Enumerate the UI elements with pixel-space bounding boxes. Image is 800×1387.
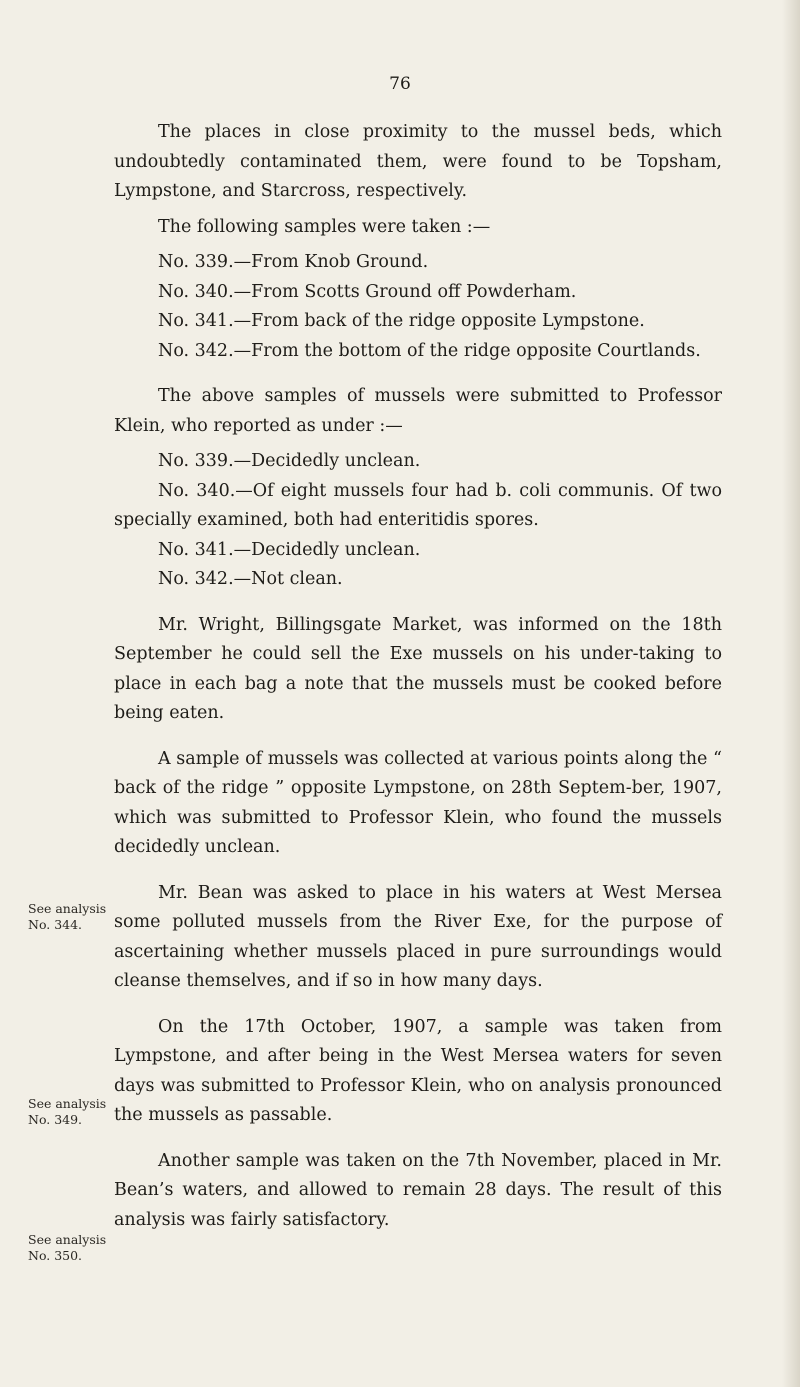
paragraph-5: A sample of mussels was collected at various points along the “ back of the ridge ” opposite Lympstone, on 28th Septem-ber, 1907, which was submitted to Professor Klein, who found the mussels decidedly unclean. [114,748,722,857]
paragraph-2: The following samples were taken :— [158,216,491,237]
paragraph-6: Mr. Bean was asked to place in his waters at West Mersea some polluted mussels from the River Exe, for the purpose of ascertaining whether mussels placed in pure surroundings would cleanse themselves, and if so in how many days. [114,882,722,991]
sidenote-analysis-344: See analysis No. 344. [28,901,107,932]
sample-item: No. 339.—From Knob Ground. [158,252,429,272]
paragraph-3: The above samples of mussels were submitted to Professor Klein, who reported as under :— [114,386,722,436]
sidenote-analysis-350: See analysis No. 350. [28,1232,107,1263]
result-item: No. 342.—Not clean. [158,569,343,589]
sample-item: No. 340.—From Scotts Ground off Powderham. [158,281,577,302]
paragraph-1: The places in close proximity to the mussel beds, which undoubtedly contaminated them, were found to be Topsham, Lympstone, and Starcross, respectively. [114,122,722,201]
result-item: No. 340.—Of eight mussels four had b. coli communis. Of two specially examined, both had enteritidis spores. [114,480,722,530]
paragraph-7: On the 17th October, 1907, a sample was taken from Lympstone, and after being in the West Mersea waters for seven days was submitted to Professor Klein, who on analysis pronounced the mussels as passable. [114,1016,722,1125]
paragraph-8: Another sample was taken on the 7th November, placed in Mr. Bean’s waters, and allowed to remain 28 days. The result of this analysis was fairly satisfactory. [114,1150,722,1230]
result-item: No. 341.—Decidedly unclean. [158,539,421,560]
page-number: 76 [389,74,411,94]
sidenote-analysis-349: See analysis No. 349. [28,1096,107,1127]
sample-item: No. 342.—From the bottom of the ridge opposite Courtlands. [158,340,701,361]
paragraph-4: Mr. Wright, Billingsgate Market, was informed on the 18th September he could sell the Exe mussels on his under-taking to place in each bag a note that the mussels must be cooked before being eaten. [114,614,722,723]
page-edge-shadow [782,0,800,1387]
body-text [114,118,722,1235]
sample-item: No. 341.—From back of the ridge opposite Lympstone. [158,311,645,331]
result-item: No. 339.—Decidedly unclean. [158,451,421,471]
